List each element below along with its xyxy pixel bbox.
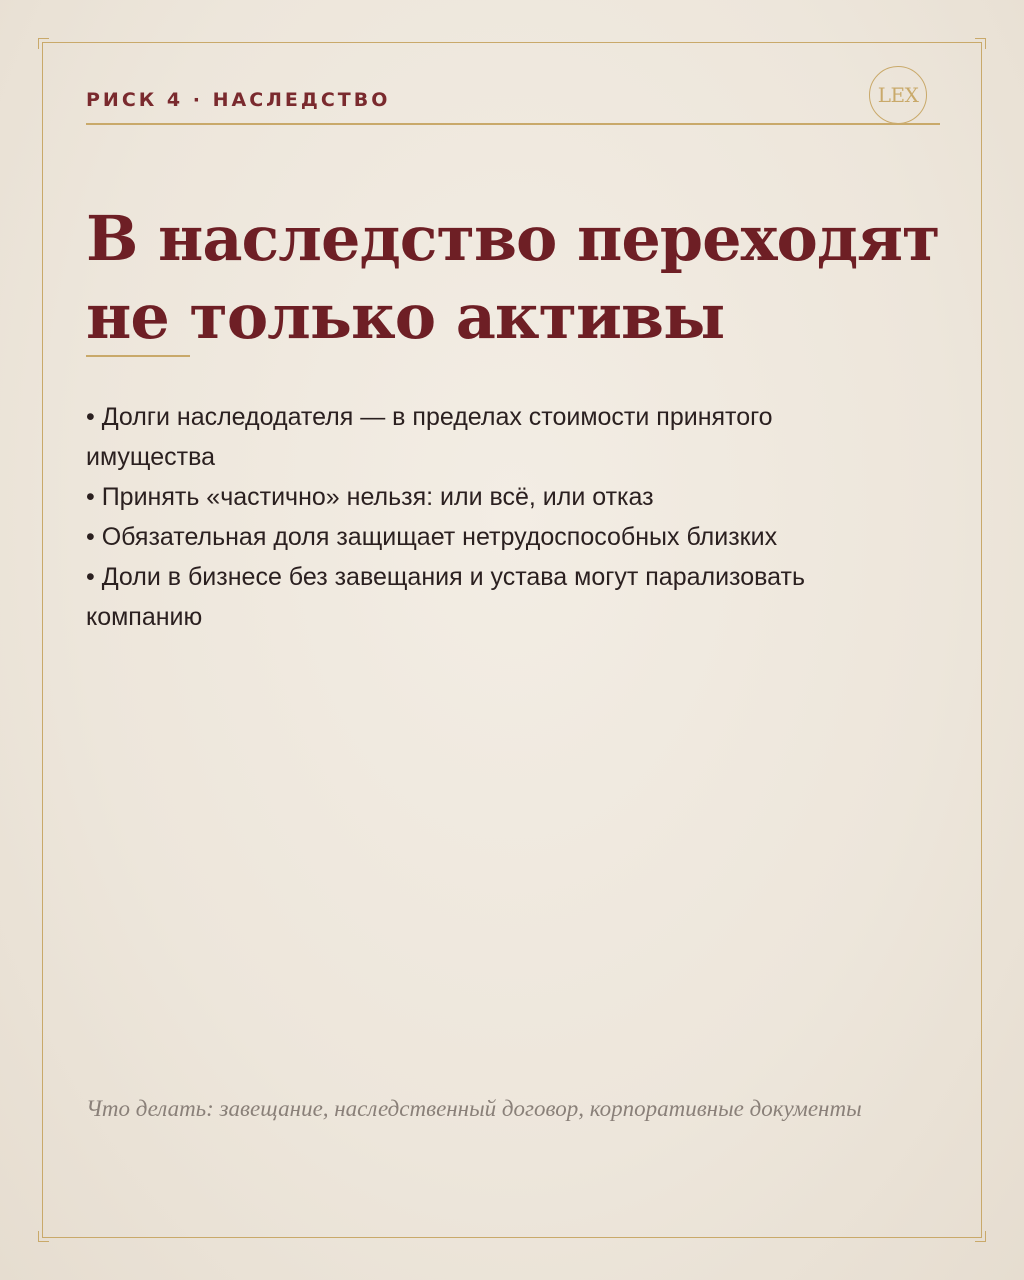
bullet-item-debts: • Долги наследодателя — в пределах стоимости принятого имущества: [86, 403, 773, 471]
logo-text: LEX: [877, 83, 919, 107]
bullet-item-partial: • Принять «частично» нельзя: или всё, или отказ: [86, 483, 654, 511]
frame-corner-top-left: [38, 38, 49, 49]
frame-corner-top-right: [975, 38, 986, 49]
title-line-1: В наследство переходят: [86, 202, 940, 275]
section-kicker: РИСК 4 · НАСЛЕДСТВО: [86, 89, 391, 111]
frame-corner-bottom-right: [975, 1231, 986, 1242]
bullet-item-business-shares: • Доли в бизнесе без завещания и устава могут парализовать компанию: [86, 563, 805, 631]
lex-logo: [869, 66, 927, 124]
page-title: [86, 200, 946, 356]
title-line-2: не только активы: [86, 280, 725, 353]
frame-corner-bottom-left: [38, 1231, 49, 1242]
bullet-item-mandatory-share: • Обязательная доля защищает нетрудоспособных близких: [86, 523, 778, 551]
header-divider: [86, 123, 940, 125]
title-underline: [86, 355, 190, 357]
what-to-do-note: Что делать: завещание, наследственный договор, корпоративные документы: [86, 1096, 862, 1121]
header: [86, 86, 940, 124]
bullet-list: [86, 397, 906, 637]
